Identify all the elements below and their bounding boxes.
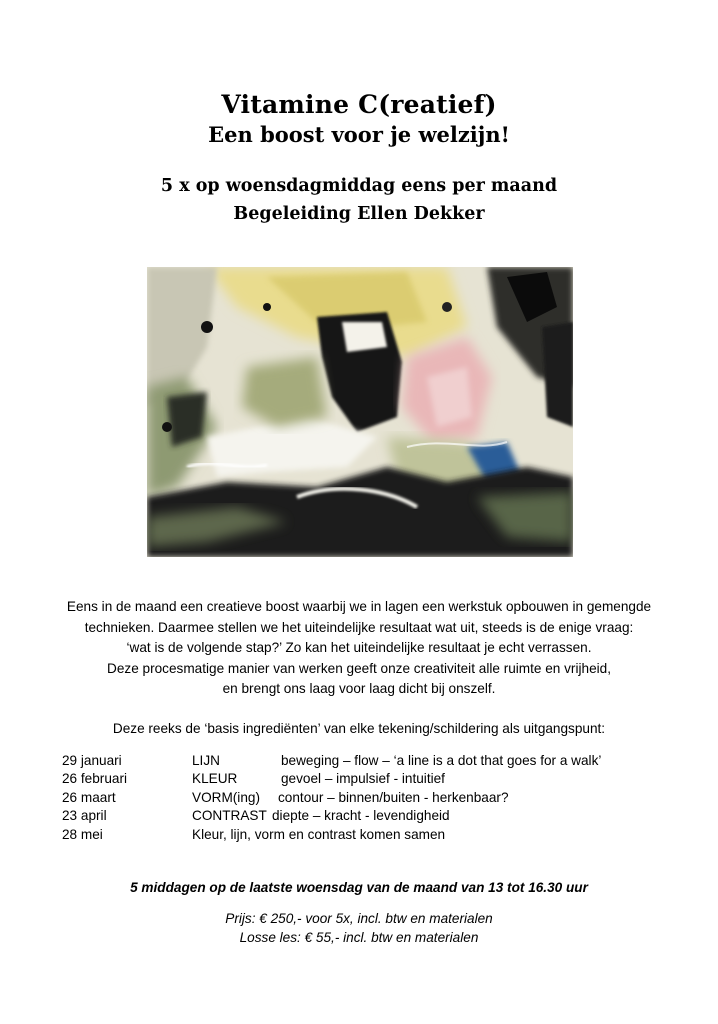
page-subtitle: Een boost voor je welzijn!	[208, 122, 510, 147]
schedule-row	[62, 752, 682, 770]
schedule-desc: beweging – flow – ‘a line is a dot that goes for a walk’	[281, 753, 602, 768]
series-intro: Deze reeks de ‘basis ingrediënten’ van elke tekening/schildering als uitgangspunt:	[112, 721, 606, 736]
schedule-row	[62, 807, 682, 825]
schedule-list	[62, 752, 682, 844]
schedule-topic: KLEUR	[192, 771, 238, 787]
schedule-topic: LIJN	[192, 753, 220, 768]
schedule-desc: contour – binnen/buiten - herkenbaar?	[278, 789, 509, 805]
schedule-date: 29 januari	[62, 753, 122, 768]
schedule-row	[62, 789, 682, 807]
intro-text	[40, 597, 678, 700]
price-line: Prijs: € 250,- voor 5x, incl. btw en materialen	[225, 911, 493, 926]
schedule-topic: VORM(ing)	[192, 789, 260, 805]
schedule-date: 26 februari	[62, 771, 127, 787]
intro-line: ‘wat is de volgende stap?’ Zo kan het uiteindelijke resultaat je echt verrassen.	[126, 640, 592, 655]
schedule-date: 26 maart	[62, 789, 116, 805]
intro-line: Deze procesmatige manier van werken geeft onze creativiteit alle ruimte en vrijheid,	[107, 660, 611, 676]
price-info	[0, 909, 718, 947]
abstract-painting-image	[147, 267, 573, 557]
schedule-desc: Kleur, lijn, vorm en contrast komen samen	[192, 826, 446, 842]
schedule-row	[62, 826, 682, 844]
intro-line: Eens in de maand een creatieve boost waarbij we in lagen een werkstuk opbouwen in gemengde	[66, 599, 652, 614]
intro-line: technieken. Daarmee stellen we het uiteindelijke resultaat wat uit, steeds is de enige vraag:	[84, 619, 634, 635]
single-lesson-price: Losse les: € 55,- incl. btw en materialen	[239, 930, 479, 945]
schedule-desc: gevoel – impulsief - intuitief	[281, 771, 445, 787]
timing-note: 5 middagen op de laatste woensdag van de maand van 13 tot 16.30 uur	[130, 880, 588, 895]
schedule-date: 28 mei	[62, 826, 103, 842]
intro-line: en brengt ons laag voor laag dicht bij onszelf.	[222, 681, 496, 696]
schedule-row	[62, 770, 682, 788]
schedule-date: 23 april	[62, 808, 107, 824]
schedule-desc: diepte – kracht - levendigheid	[272, 808, 450, 824]
schedule-topic: CONTRAST	[192, 808, 267, 824]
guidance-heading: Begeleiding Ellen Dekker	[233, 204, 485, 224]
page-title: Vitamine C(reatief)	[221, 90, 497, 119]
schedule-heading: 5 x op woensdagmiddag eens per maand	[160, 176, 558, 196]
